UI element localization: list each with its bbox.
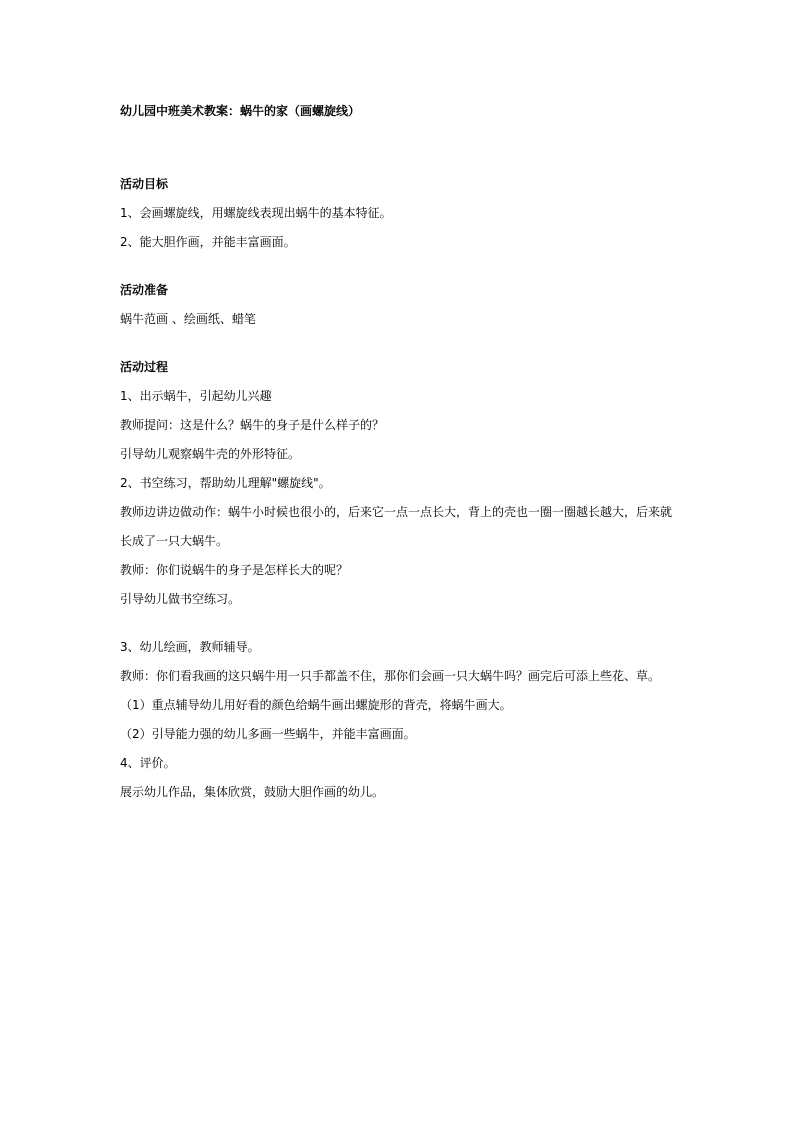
process-line: 展示幼儿作品，集体欣赏，鼓励大胆作画的幼儿。 bbox=[120, 785, 385, 799]
section-heading-goals: 活动目标 bbox=[120, 177, 169, 191]
process-line: 4、评价。 bbox=[120, 756, 176, 770]
process-line: 引导幼儿观察蜗牛壳的外形特征。 bbox=[120, 447, 301, 461]
process-line: 教师：你们看我画的这只蜗牛用一只手都盖不住，那你们会画一只大蜗牛吗？画完后可添上些花、草。 bbox=[120, 669, 661, 683]
process-line: 2、书空练习，帮助幼儿理解"螺旋线"。 bbox=[120, 476, 331, 490]
process-line: 教师：你们说蜗牛的身子是怎样长大的呢？ bbox=[120, 563, 349, 577]
document-title: 幼儿园中班美术教案：蜗牛的家（画螺旋线） bbox=[120, 104, 361, 118]
process-line: （2）引导能力强的幼儿多画一些蜗牛，并能丰富画面。 bbox=[120, 727, 416, 741]
section-heading-process: 活动过程 bbox=[120, 360, 169, 374]
process-line: 1、出示蜗牛，引起幼儿兴趣 bbox=[120, 389, 272, 403]
document-body bbox=[120, 101, 680, 807]
process-line: （1）重点辅导幼儿用好看的颜色给蜗牛画出螺旋形的背壳，将蜗牛画大。 bbox=[120, 698, 512, 712]
section-heading-preparation: 活动准备 bbox=[120, 283, 169, 297]
goal-line: 2、能大胆作画，并能丰富画面。 bbox=[120, 235, 296, 249]
process-line: 教师提问：这是什么？蜗牛的身子是什么样子的？ bbox=[120, 418, 385, 432]
process-line: 3、幼儿绘画，教师辅导。 bbox=[120, 640, 260, 654]
preparation-line: 蜗牛范画 、绘画纸、蜡笔 bbox=[120, 312, 256, 326]
process-paragraph: 教师边讲边做动作：蜗牛小时候也很小的，后来它一点一点长大，背上的壳也一圈一圈越长越大，后来就长成了一只大蜗牛。 bbox=[120, 505, 673, 548]
process-line: 引导幼儿做书空练习。 bbox=[120, 592, 241, 606]
goal-line: 1、会画螺旋线，用螺旋线表现出蜗牛的基本特征。 bbox=[120, 206, 392, 220]
